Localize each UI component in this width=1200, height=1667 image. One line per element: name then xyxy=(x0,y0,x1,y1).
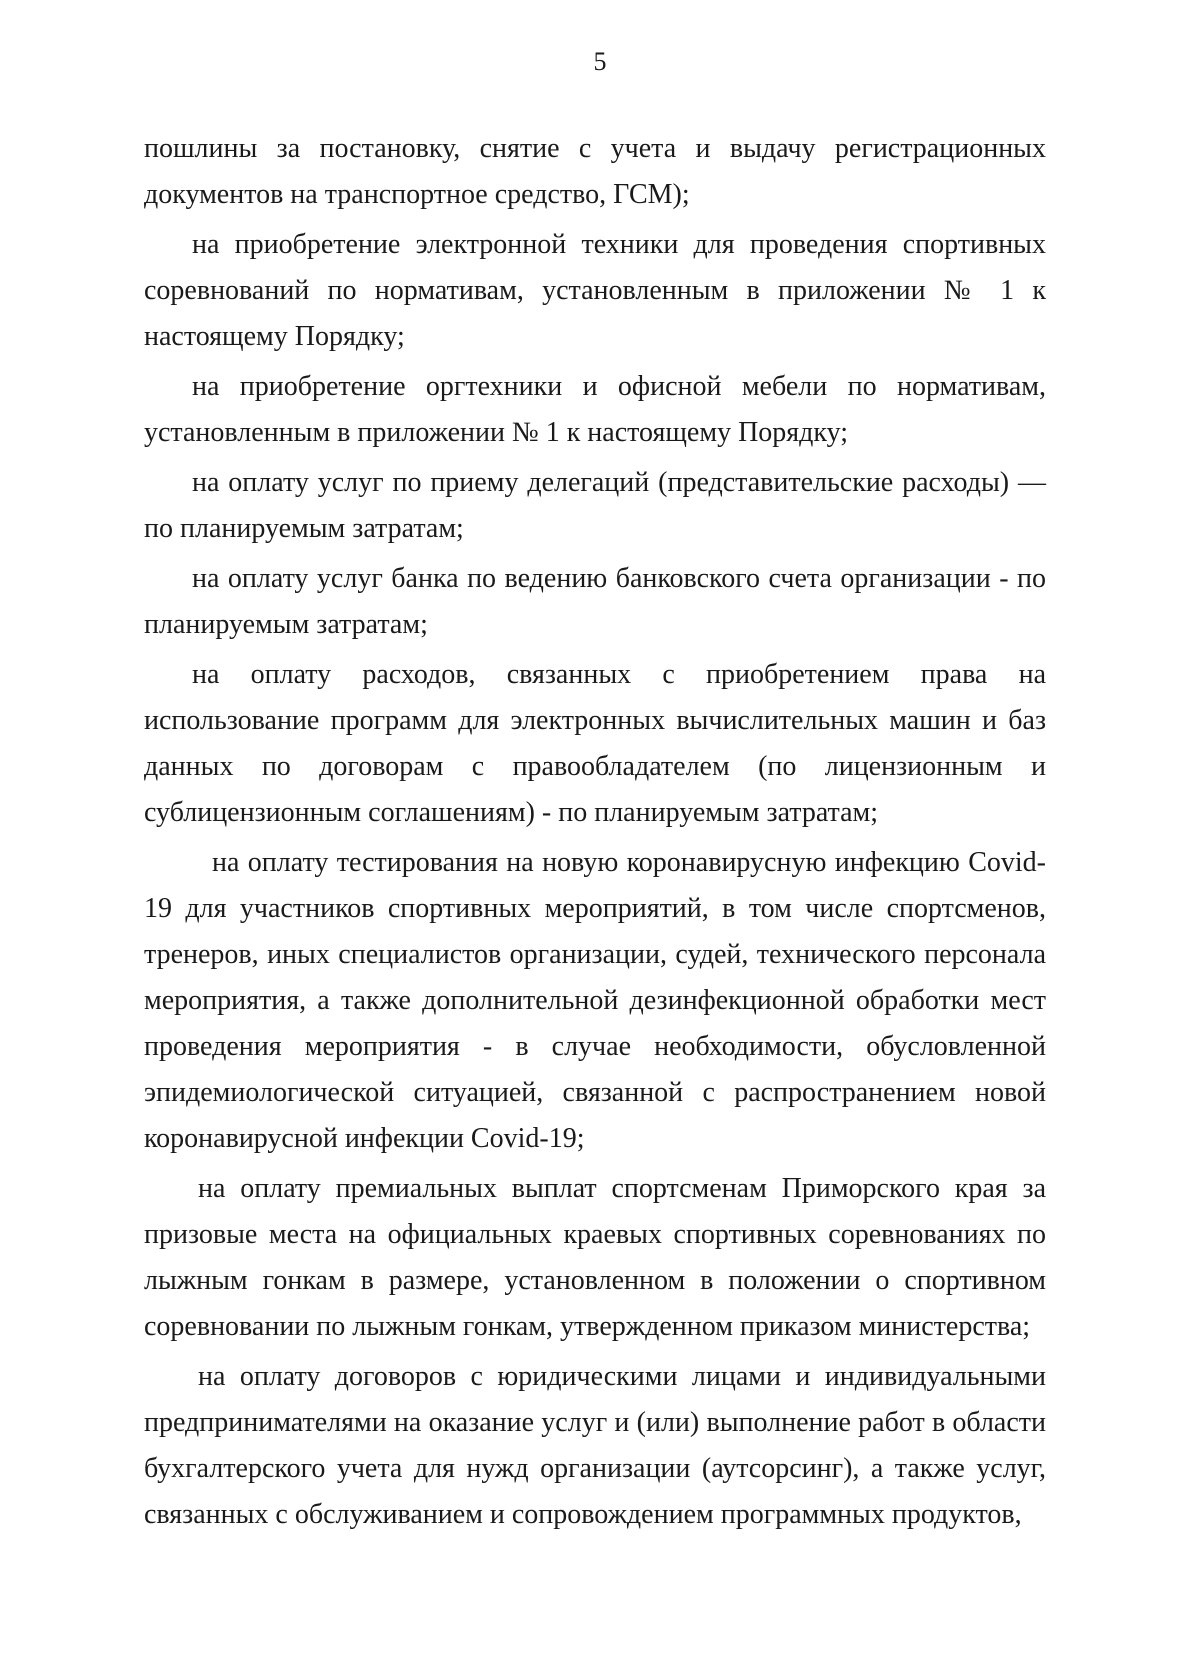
paragraph-electronic-equipment: на приобретение электронной техники для проведения спортивных соревнований по нормативам, установленным в приложении № 1 к настоящему Порядку; xyxy=(144,229,1046,352)
paragraph-office-equipment: на приобретение оргтехники и офисной мебели по нормативам, установленным в приложении № 1 к настоящему Порядку; xyxy=(144,371,1046,448)
page-number: 5 xyxy=(593,47,607,76)
paragraph-covid-testing: на оплату тестирования на новую коронавирусную инфекцию Covid-19 для участников спортивных мероприятий, в том числе спортсменов, тренеров, иных специалистов организации, судей, технического персонала мероприятия, а также дополнительной дезинфекционной обработки мест проведения мероприятия - в случае необходимости, обусловленной эпидемиологической ситуацией, связанной с распространением новой коронавирусной инфекции Covid-19; xyxy=(144,847,1046,1154)
paragraph-bank-services: на оплату услуг банка по ведению банковского счета организации - по планируемым затратам; xyxy=(144,563,1046,640)
paragraph-delegations: на оплату услуг по приему делегаций (представительские расходы) — по планируемым затратам; xyxy=(144,467,1046,544)
paragraph-state-duty-fuel: пошлины за постановку, снятие с учета и выдачу регистрационных документов на транспортное средство, ГСМ); xyxy=(144,133,1046,210)
document-body xyxy=(144,126,1046,1542)
paragraph-accounting-outsourcing: на оплату договоров с юридическими лицами и индивидуальными предпринимателями на оказание услуг и (или) выполнение работ в области бухгалтерского учета для нужд организации (аутсорсинг), а также услуг, связанных с обслуживанием и сопровождением программных продуктов, xyxy=(144,1361,1046,1530)
paragraph-premium-payments: на оплату премиальных выплат спортсменам Приморского края за призовые места на официальных краевых спортивных соревнованиях по лыжным гонкам в размере, установленном в положении о спортивном соревновании по лыжным гонкам, утвержденном приказом министерства; xyxy=(144,1173,1046,1342)
paragraph-software-licenses: на оплату расходов, связанных с приобретением права на использование программ для электронных вычислительных машин и баз данных по договорам с правообладателем (по лицензионным и сублицензионным соглашениям) - по планируемым затратам; xyxy=(144,659,1046,828)
